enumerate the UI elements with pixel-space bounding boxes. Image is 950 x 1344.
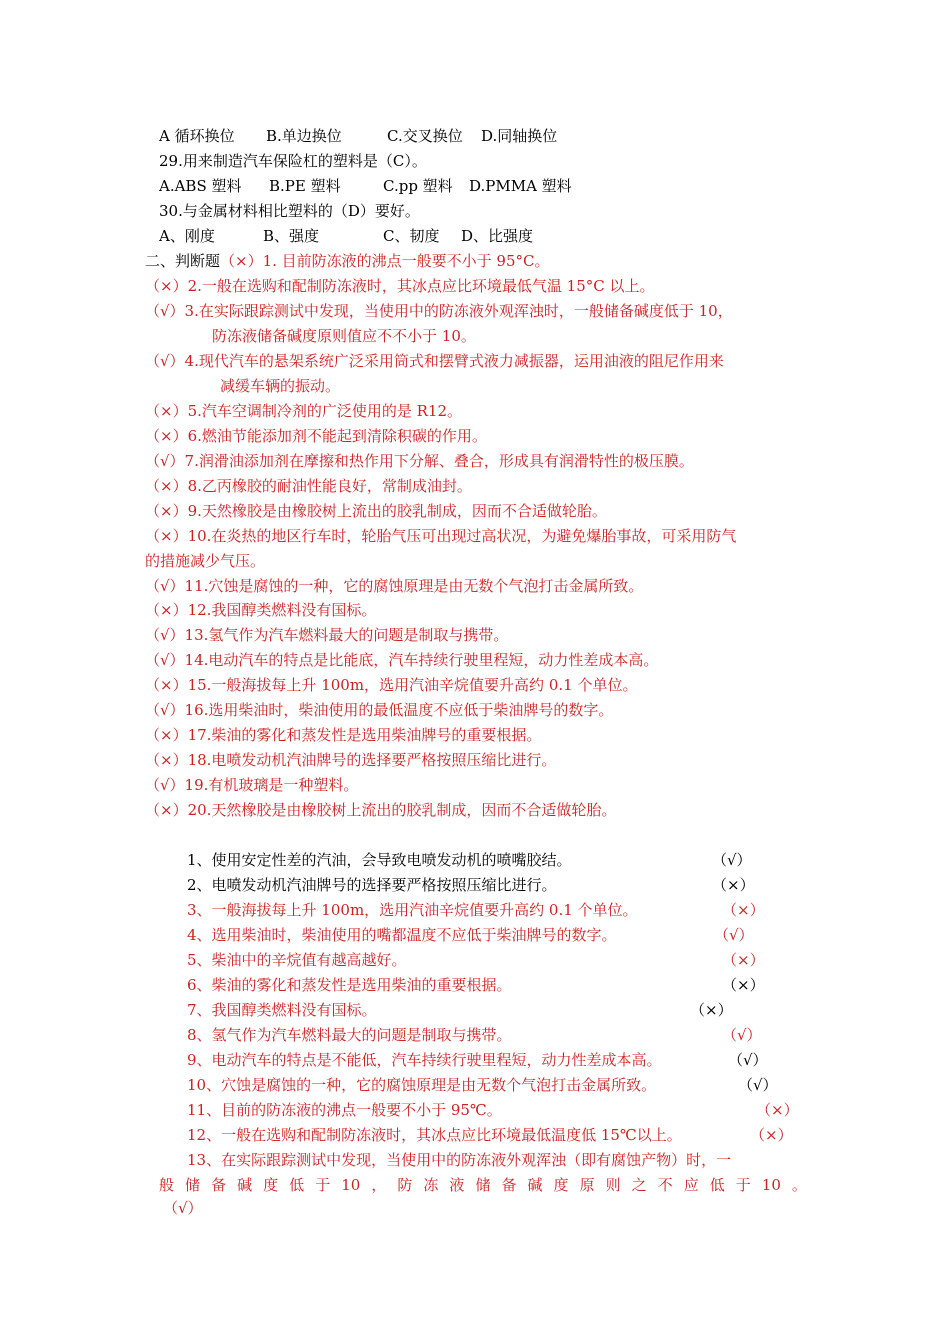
list2-item-3: 3、一般海拔每上升 100m，选用汽油辛烷值要升高约 0.1 个单位。 <box>187 901 638 919</box>
judgment-item-continuation: 的措施减少气压。 <box>145 552 266 570</box>
list2-item-6: 6、柴油的雾化和蒸发性是选用柴油的重要根据。 <box>187 976 512 994</box>
list2-item-7: 7、我国醇类燃料没有国标。 <box>187 1001 377 1019</box>
q30-option-d: D、比强度 <box>461 227 534 245</box>
q30-option-c: C、韧度 <box>383 227 440 245</box>
list2-mark-6: （×） <box>722 976 765 994</box>
section-title: 二、判断题 <box>145 252 221 270</box>
judgment-item: （×）15.一般海拔每上升 100m，选用汽油辛烷值要升高约 0.1 个单位。 <box>145 676 638 694</box>
judgment-item-continuation: 防冻液储备碱度原则值应不不小于 10。 <box>212 327 476 345</box>
judgment-item: （×）17.柴油的雾化和蒸发性是选用柴油牌号的重要根据。 <box>145 726 542 744</box>
q29-option-c: C.pp 塑料 <box>383 177 453 195</box>
list2-mark-8: （√） <box>722 1026 762 1044</box>
q29-option-d: D.PMMA 塑料 <box>469 177 572 195</box>
list2-mark-13: （√） <box>163 1199 203 1217</box>
justified-char: 液 <box>449 1176 465 1194</box>
judgment-item: （√）16.选用柴油时，柴油使用的最低温度不应低于柴油牌号的数字。 <box>145 701 614 719</box>
q29-option-a: A.ABS 塑料 <box>159 177 242 195</box>
list2-item-13-line-2 <box>159 1175 807 1195</box>
list2-item-9: 9、电动汽车的特点是不能低，汽车持续行驶里程短，动力性差成本高。 <box>187 1051 662 1069</box>
judgment-item: （×）8.乙丙橡胶的耐油性能良好，常制成油封。 <box>145 477 472 495</box>
list2-item-13-line-1: 13、在实际跟踪测试中发现，当使用中的防冻液外观浑浊（即有腐蚀产物）时，一 <box>187 1151 732 1169</box>
judgment-line-1 <box>145 251 550 271</box>
judgment-item: （×）9.天然橡胶是由橡胶树上流出的胶乳制成，因而不合适做轮胎。 <box>145 502 607 520</box>
judgment-item: （×）1. 目前防冻液的沸点一般要不小于 95°C。 <box>220 252 550 270</box>
q30-option-a: A、刚度 <box>159 227 215 245</box>
judgment-item: （√）7.润滑油添加剂在摩擦和热作用下分解、叠合，形成具有润滑特性的极压膜。 <box>145 452 694 470</box>
list2-mark-1: （√） <box>712 851 752 869</box>
judgment-item: （×）18.电喷发动机汽油牌号的选择要严格按照压缩比进行。 <box>145 751 557 769</box>
list2-mark-10: （√） <box>738 1076 778 1094</box>
judgment-item: （×）5.汽车空调制冷剂的广泛使用的是 R12。 <box>145 402 463 420</box>
justified-char: 。 <box>791 1176 807 1194</box>
justified-char: 原 <box>579 1176 595 1194</box>
q28-option-d: D.同轴换位 <box>481 127 558 145</box>
justified-char: 低 <box>709 1176 725 1194</box>
q30-option-b: B、强度 <box>263 227 320 245</box>
list2-mark-9: （√） <box>728 1051 768 1069</box>
justified-char: ， <box>371 1176 387 1194</box>
judgment-item: （×）10.在炎热的地区行车时，轮胎气压可出现过高状况，为避免爆胎事故，可采用防气 <box>145 527 737 545</box>
judgment-item: （×）6.燃油节能添加剂不能起到清除积碳的作用。 <box>145 427 487 445</box>
q30-question: 30.与金属材料相比塑料的（D）要好。 <box>159 202 420 220</box>
justified-char: 10 <box>761 1176 781 1194</box>
list2-mark-12: （×） <box>750 1126 793 1144</box>
justified-char: 防 <box>397 1176 413 1194</box>
q29-option-b: B.PE 塑料 <box>269 177 341 195</box>
judgment-item: （×）20.天然橡胶是由橡胶树上流出的胶乳制成，因而不合适做轮胎。 <box>145 801 617 819</box>
judgment-item: （√）19.有机玻璃是一种塑料。 <box>145 776 359 794</box>
judgment-item: （×）12.我国醇类燃料没有国标。 <box>145 601 377 619</box>
list2-mark-4: （√） <box>714 926 754 944</box>
q28-option-c: C.交叉换位 <box>387 127 463 145</box>
judgment-item: （√）4.现代汽车的悬架系统广泛采用筒式和摆臂式液力减振器，运用油液的阻尼作用来 <box>145 352 724 370</box>
justified-char: 于 <box>735 1176 751 1194</box>
list2-item-4: 4、选用柴油时，柴油使用的嘴都温度不应低于柴油牌号的数字。 <box>187 926 617 944</box>
justified-char: 应 <box>683 1176 699 1194</box>
list2-item-1: 1、使用安定性差的汽油，会导致电喷发动机的喷嘴胶结。 <box>187 851 572 869</box>
judgment-item: （×）2.一般在选购和配制防冻液时，其冰点应比环境最低气温 15°C 以上。 <box>145 277 655 295</box>
judgment-item: （√）14.电动汽车的特点是比能底，汽车持续行驶里程短，动力性差成本高。 <box>145 651 659 669</box>
judgment-item-continuation: 减缓车辆的振动。 <box>220 377 341 395</box>
justified-char: 不 <box>657 1176 673 1194</box>
list2-mark-3: （×） <box>722 901 765 919</box>
list2-mark-7: （×） <box>690 1001 733 1019</box>
justified-char: 度 <box>263 1176 279 1194</box>
list2-item-8: 8、氢气作为汽车燃料最大的问题是制取与携带。 <box>187 1026 512 1044</box>
justified-char: 储 <box>475 1176 491 1194</box>
q28-option-a: A 循环换位 <box>159 127 235 145</box>
judgment-item: （√）13.氢气作为汽车燃料最大的问题是制取与携带。 <box>145 626 509 644</box>
q29-question: 29.用来制造汽车保险杠的塑料是（C）。 <box>159 152 427 170</box>
list2-mark-2: （×） <box>712 876 755 894</box>
justified-char: 低 <box>289 1176 305 1194</box>
justified-char: 之 <box>631 1176 647 1194</box>
justified-char: 于 <box>315 1176 331 1194</box>
justified-char: 般 <box>159 1176 175 1194</box>
list2-mark-11: （×） <box>756 1101 799 1119</box>
justified-char: 度 <box>553 1176 569 1194</box>
list2-item-11: 11、目前的防冻液的沸点一般要不小于 95℃。 <box>187 1101 502 1119</box>
q28-option-b: B.单边换位 <box>266 127 342 145</box>
justified-char: 10 <box>341 1176 361 1194</box>
list2-item-12: 12、一般在选购和配制防冻液时，其冰点应比环境最低温度低 15℃以上。 <box>187 1126 682 1144</box>
justified-char: 备 <box>211 1176 227 1194</box>
list2-item-5: 5、柴油中的辛烷值有越高越好。 <box>187 951 407 969</box>
justified-char: 则 <box>605 1176 621 1194</box>
justified-char: 储 <box>185 1176 201 1194</box>
justified-char: 碱 <box>237 1176 253 1194</box>
judgment-item: （√）11.穴蚀是腐蚀的一种，它的腐蚀原理是由无数个气泡打击金属所致。 <box>145 577 644 595</box>
judgment-item: （√）3.在实际跟踪测试中发现，当使用中的防冻液外观浑浊时，一般储备碱度低于 10， <box>145 302 733 320</box>
list2-item-2: 2、电喷发动机汽油牌号的选择要严格按照压缩比进行。 <box>187 876 557 894</box>
justified-char: 冻 <box>423 1176 439 1194</box>
justified-char: 备 <box>501 1176 517 1194</box>
list2-item-10: 10、穴蚀是腐蚀的一种，它的腐蚀原理是由无数个气泡打击金属所致。 <box>187 1076 657 1094</box>
justified-char: 碱 <box>527 1176 543 1194</box>
list2-mark-5: （×） <box>722 951 765 969</box>
